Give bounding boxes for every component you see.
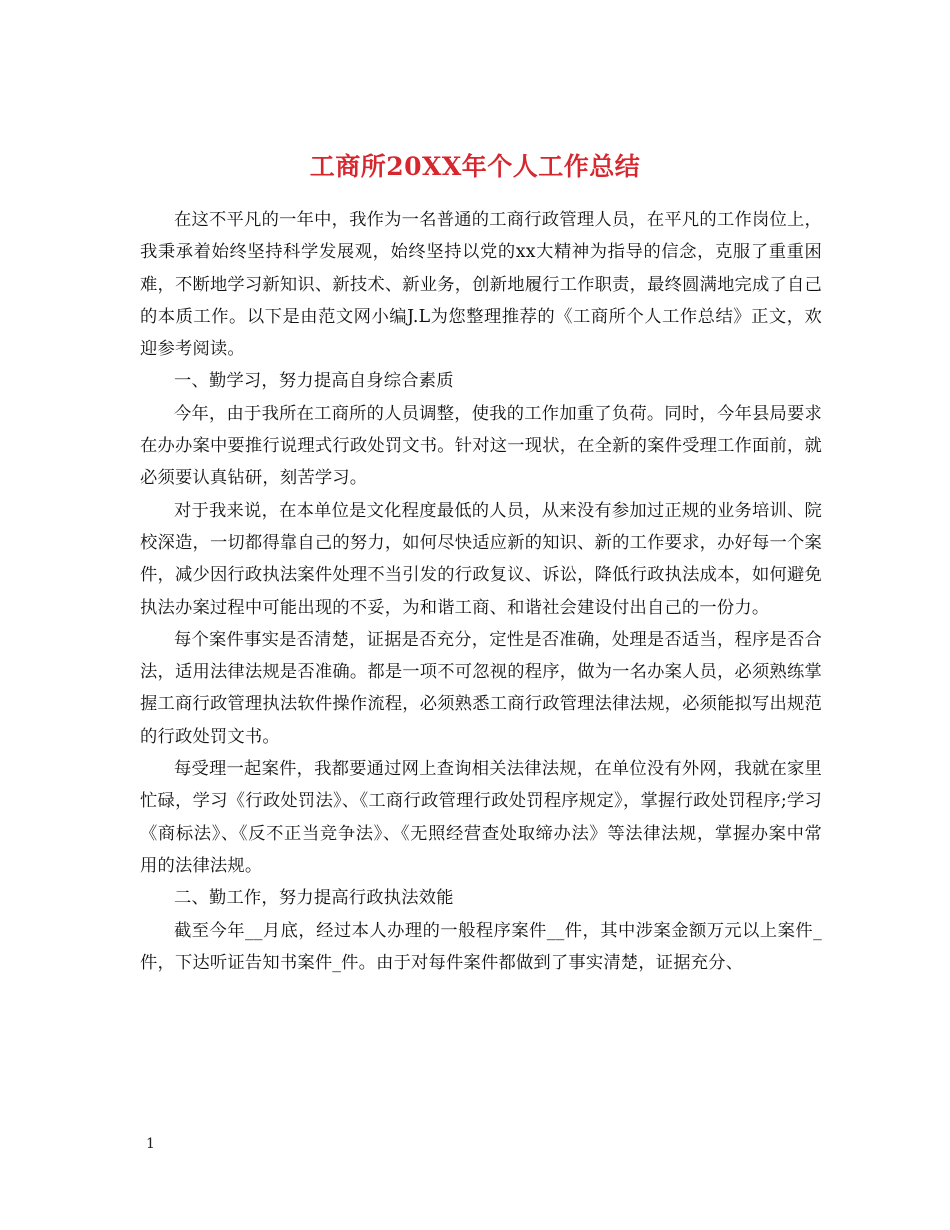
paragraph-study-2: 对于我来说，在本单位是文化程度最低的人员，从来没有参加过正规的业务培训、院校深造，一切都得靠自己的努力，如何尽快适应新的知识、新的工作要求，办好每一个案件，减少因行政执法案件处理不当引发的行政复议、诉讼，降低行政执法成本，如何避免执法办案过程中可能出现的不妥，为和谐工商、和谐社会建设付出自己的一份力。: [140, 500, 822, 618]
section-heading-study: 一、勤学习，努力提高自身综合素质: [174, 371, 454, 392]
paragraph-intro: 在这不平凡的一年中，我作为一名普通的工商行政管理人员，在平凡的工作岗位上，我秉承着始终坚持科学发展观，始终坚持以党的xx大精神为指导的信念，克服了重重困难，不断地学习新知识、新技术、新业务，创新地履行工作职责，最终圆满地完成了自己的本质工作。以下是由范文网小编J.L为您整理推荐的《工商所个人工作总结》正文，欢迎参考阅读。: [140, 210, 822, 360]
paragraph-work-1: 截至今年__月底，经过本人办理的一般程序案件__件，其中涉案金额万元以上案件_件，下达听证告知书案件_件。由于对每件案件都做到了事实清楚，证据充分、: [140, 920, 822, 973]
document-title: 工商所20XX年个人工作总结: [309, 151, 641, 181]
paragraph-study-3: 每个案件事实是否清楚，证据是否充分，定性是否准确，处理是否适当，程序是否合法，适用法律法规是否准确。都是一项不可忽视的程序，做为一名办案人员，必须熟练掌握工商行政管理执法软件操作流程，必须熟悉工商行政管理法律法规，必须能拟写出规范的行政处罚文书。: [140, 629, 822, 747]
section-heading-work: 二、勤工作，努力提高行政执法效能: [174, 888, 454, 909]
page-number: 1: [146, 1136, 155, 1152]
paragraph-study-4: 每受理一起案件，我都要通过网上查询相关法律法规，在单位没有外网，我就在家里忙碌，学习《行政处罚法》、《工商行政管理行政处罚程序规定》，掌握行政处罚程序;学习《商标法》、《反不正当竞争法》、《无照经营查处取缔办法》等法律法规，掌握办案中常用的法律法规。: [140, 759, 822, 876]
document-body: [140, 204, 822, 979]
paragraph-study-1: 今年，由于我所在工商所的人员调整，使我的工作加重了负荷。同时，今年县局要求在办办案中要推行说理式行政处罚文书。针对这一现状，在全新的案件受理工作面前，就必须要认真钻研，刻苦学习。: [140, 403, 822, 489]
